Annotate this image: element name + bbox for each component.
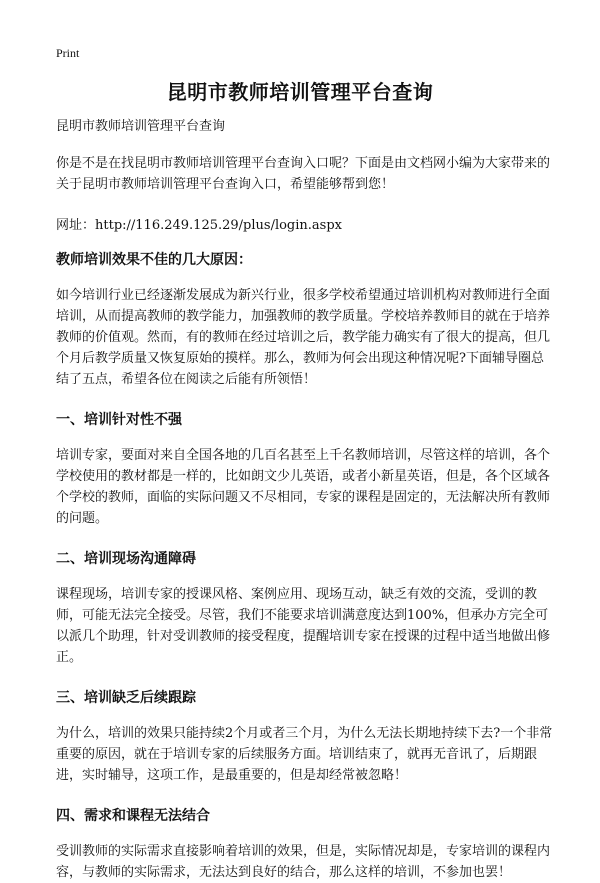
section-heading-1: 一、培训针对性不强 [56,412,182,428]
section-heading-2: 二、培训现场沟通障碍 [56,551,196,567]
section-body-reasons: 如今培训行业已经逐渐发展成为新兴行业，很多学校希望通过培训机构对教师进行全面培训，从而提高教师的教学能力，加强教师的教学质量。学校培养教师目的就在于培养教师的价值观。然而，有的教师在经过培训之后，教学能力确实有了很大的提高，但几个月后教学质量又恢复原始的摸样。那么，教师为何会出现这种情况呢?下面辅导圈总结了五点，希望各位在阅读之后能有所领悟！ [56,288,551,387]
section-body-2: 课程现场，培训专家的授课风格、案例应用、现场互动，缺乏有效的交流，受训的教师，可能无法完全接受。尽管，我们不能要求培训满意度达到100%，但承办方完全可以派几个助理，针对受训教师的接受程度，提醒培训专家在授课的过程中适当地做出修正。 [56,587,551,665]
section-heading-3: 三、培训缺乏后续跟踪 [56,690,196,706]
section-body-1: 培训专家，要面对来自全国各地的几百名甚至上千名教师培训，尽管这样的培训，各个学校使用的教材都是一样的，比如朗文少儿英语，或者小新星英语，但是，各个区域各个学校的教师，面临的实际问题又不尽相同，专家的课程是固定的，无法解决所有教师的问题。 [56,448,551,526]
section-heading-reasons: 教师培训效果不佳的几大原因： [56,252,252,268]
section-heading-4: 四、需求和课程无法结合 [56,808,210,824]
section-body-3: 为什么，培训的效果只能持续2个月或者三个月，为什么无法长期地持续下去?一个非常重要的原因，就在于培训专家的后续服务方面。培训结束了，就再无音讯了，后期跟进，实时辅导，这项工作，是最重要的，但是却经常被忽略！ [56,726,553,783]
document-subtitle: 昆明市教师培训管理平台查询 [56,119,226,134]
print-label: Print [56,46,80,60]
website-line: 网址：http://116.249.125.29/plus/login.aspx [56,218,342,233]
document-body [56,116,556,883]
page-title: 昆明市教师培训管理平台查询 [166,80,434,104]
section-body-4: 受训教师的实际需求直接影响着培训的效果，但是，实际情况却是，专家培训的课程内容，与教师的实际需求，无法达到良好的结合，那么这样的培训，不参加也罢！ [56,844,551,880]
intro-paragraph: 你是不是在找昆明市教师培训管理平台查询入口呢？下面是由文档网小编为大家带来的关于昆明市教师培训管理平台查询入口，希望能够帮到您！ [56,156,551,192]
